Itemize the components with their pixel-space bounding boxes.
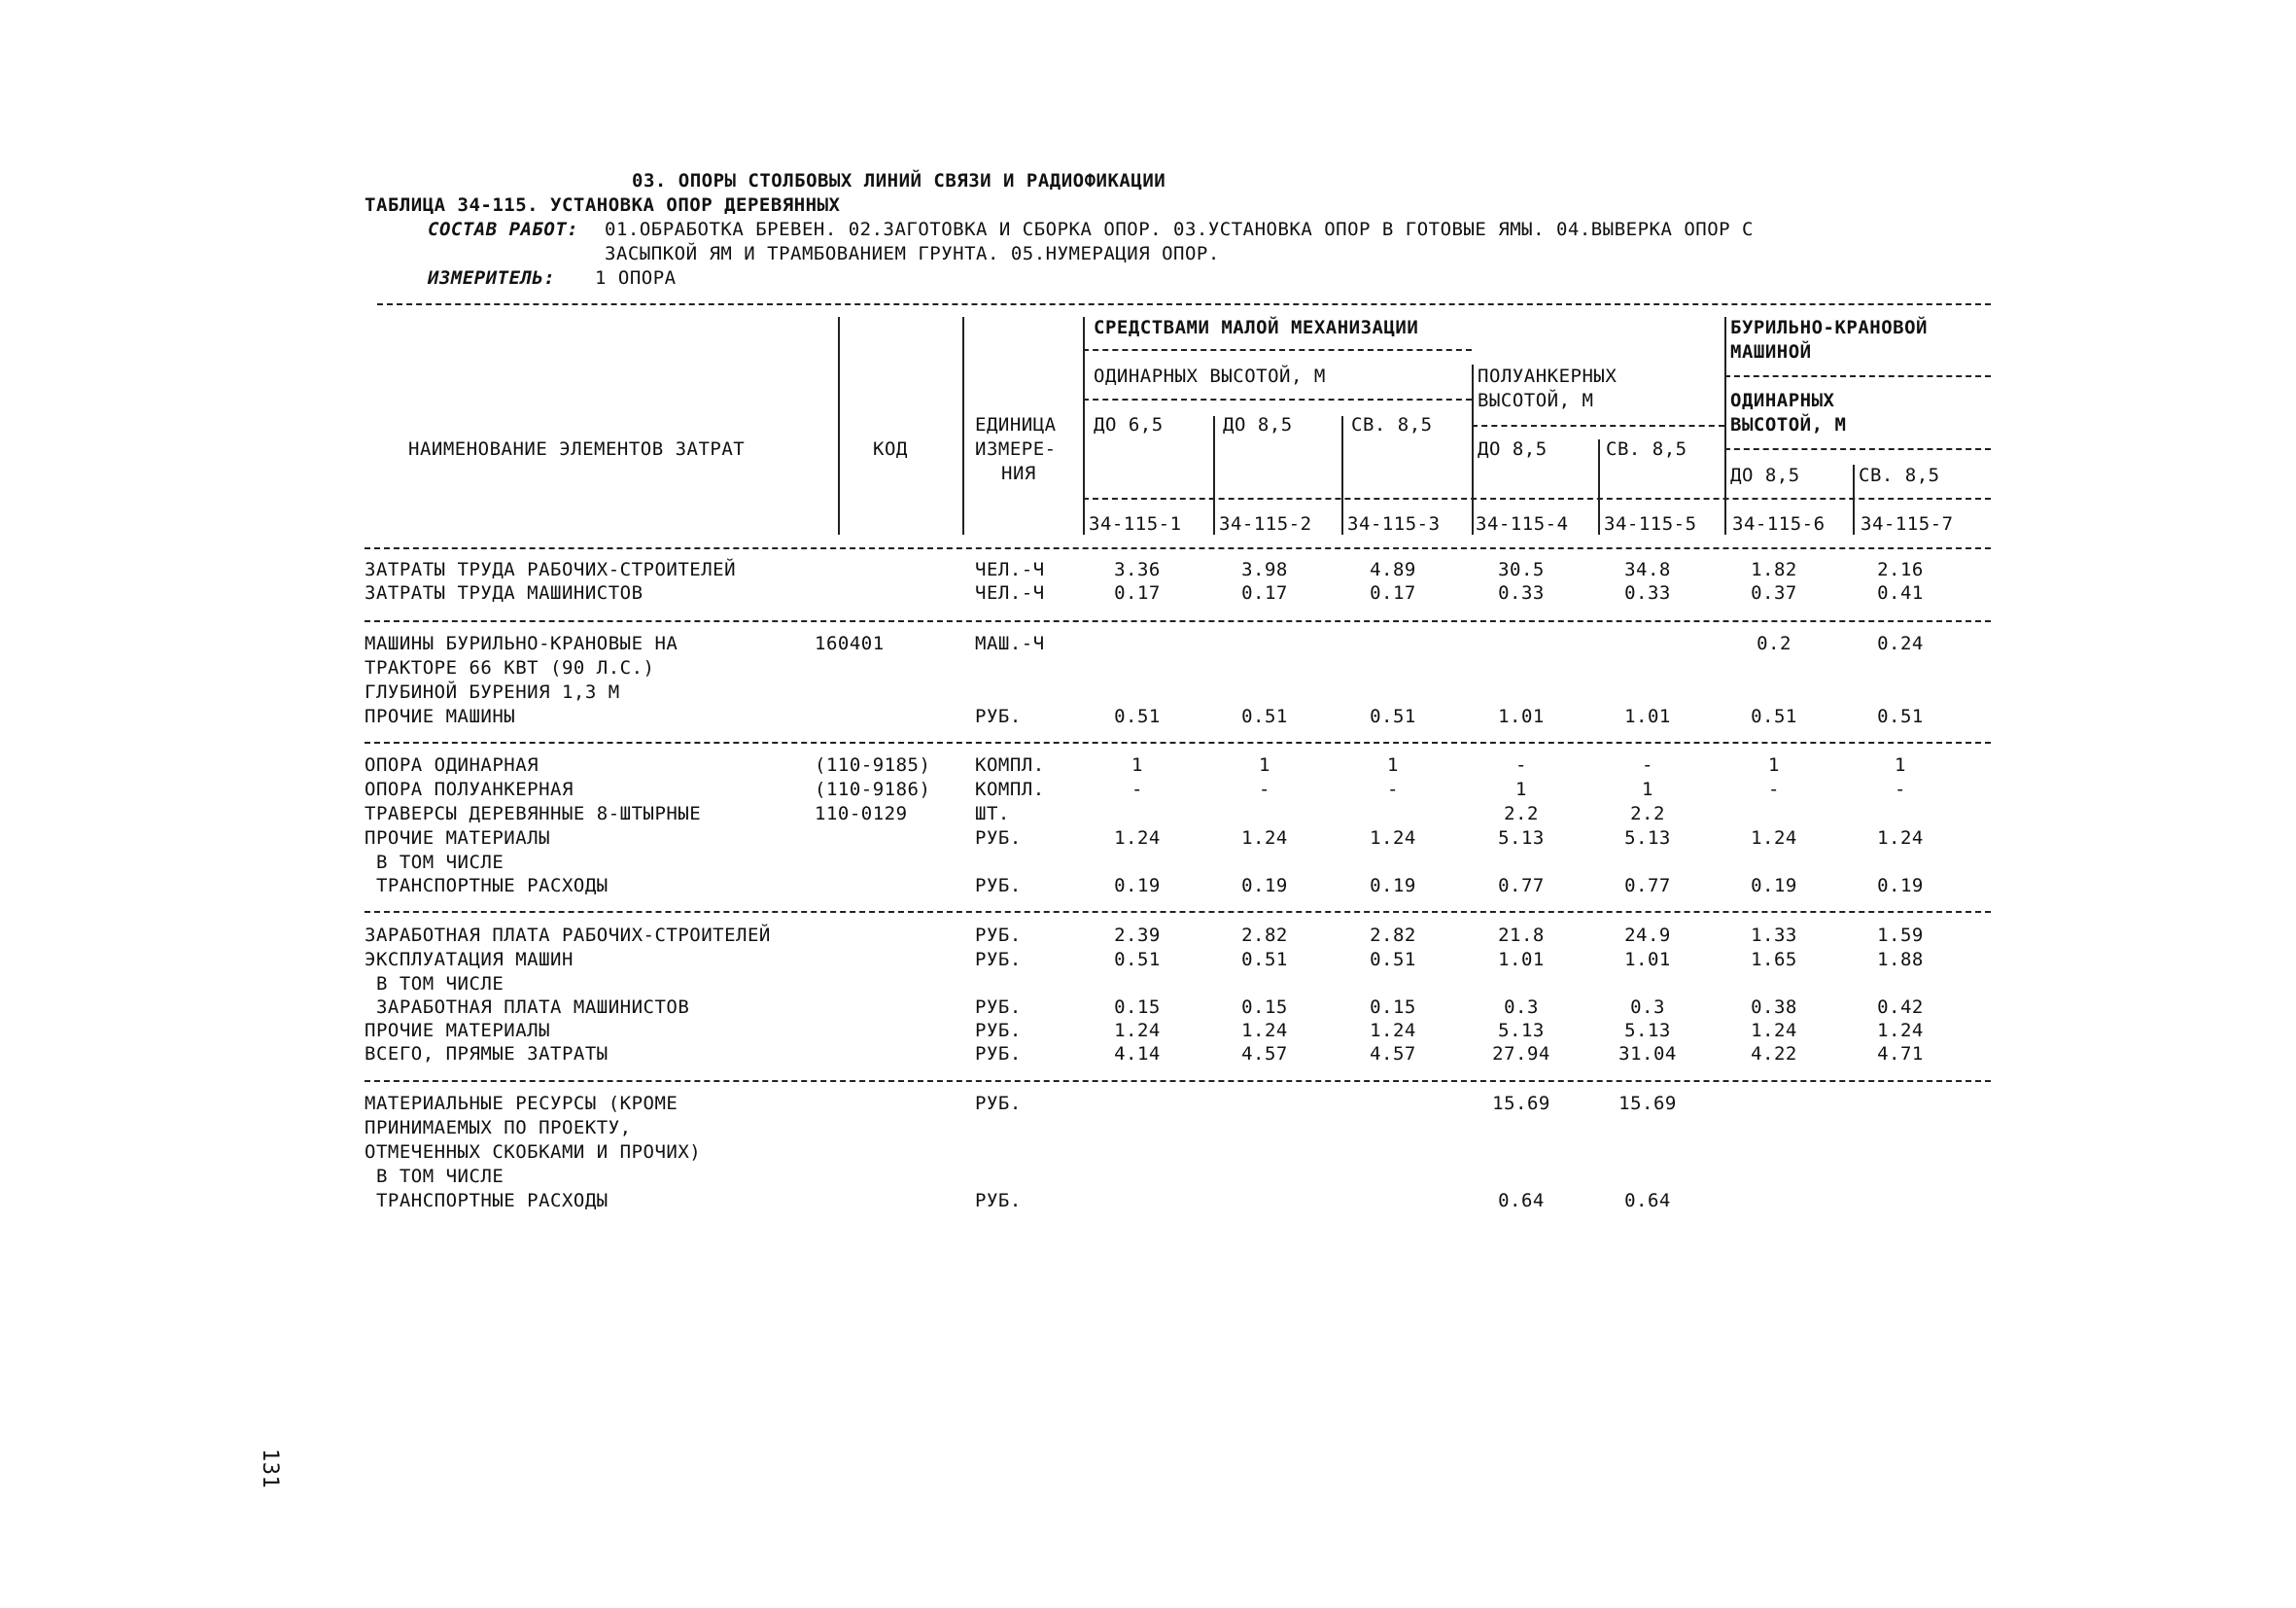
h6-label: ДО 8,5 <box>1730 465 1800 486</box>
row-value-6: 1.82 <box>1751 559 1797 580</box>
row-name: ПРИНИМАЕМЫХ ПО ПРОЕКТУ, <box>365 1117 632 1138</box>
rule-after-labor <box>365 620 1991 622</box>
row-code: (110-9185) <box>815 754 931 776</box>
row-value-2: 0.51 <box>1241 706 1288 727</box>
col-code-1: 34-115-1 <box>1089 513 1182 535</box>
rule-after-totals <box>365 1080 1991 1082</box>
vsep-name-code <box>838 317 840 535</box>
col-unit-header-3: НИЯ <box>1001 463 1036 484</box>
row-unit: РУБ. <box>975 1190 1022 1211</box>
h7-label: СВ. 8,5 <box>1859 465 1940 486</box>
row-value-1: 4.14 <box>1114 1043 1161 1065</box>
row-value-4: 27.94 <box>1492 1043 1550 1065</box>
group-crane-1: БУРИЛЬНО-КРАНОВОЙ <box>1730 317 1928 338</box>
row-value-7: - <box>1895 779 1906 800</box>
row-name: ТРАНСПОРТНЫЕ РАСХОДЫ <box>365 875 609 896</box>
row-value-5: 34.8 <box>1624 559 1671 580</box>
col-code-header: КОД <box>873 438 908 460</box>
row-value-5: 5.13 <box>1624 1020 1671 1041</box>
row-name: ПРОЧИЕ МАТЕРИАЛЫ <box>365 1020 551 1041</box>
vsep-h4-h5 <box>1598 439 1600 535</box>
row-value-4: - <box>1515 754 1527 776</box>
row-value-2: 0.15 <box>1241 996 1288 1018</box>
row-value-5: 1 <box>1642 779 1653 800</box>
col-code-5: 34-115-5 <box>1604 513 1697 535</box>
row-value-1: 1.24 <box>1114 1020 1161 1041</box>
row-value-4: 5.13 <box>1498 827 1545 849</box>
header-rule-1 <box>1083 349 1472 351</box>
row-name: ГЛУБИНОЙ БУРЕНИЯ 1,3 М <box>365 682 620 703</box>
row-name: ЗАТРАТЫ ТРУДА РАБОЧИХ-СТРОИТЕЛЕЙ <box>365 559 737 580</box>
h2-label: ДО 8,5 <box>1223 414 1293 436</box>
page-number: 131 <box>258 1449 282 1489</box>
row-name: ЗАТРАТЫ ТРУДА МАШИНИСТОВ <box>365 582 644 604</box>
row-value-4: 1 <box>1515 779 1527 800</box>
row-value-3: 0.17 <box>1370 582 1416 604</box>
row-value-4: 21.8 <box>1498 925 1545 946</box>
vsep-code-unit <box>962 317 964 535</box>
row-value-7: 0.24 <box>1877 633 1924 654</box>
row-unit: РУБ. <box>975 1093 1022 1114</box>
work-line-2: ЗАСЫПКОЙ ЯМ И ТРАМБОВАНИЕМ ГРУНТА. 05.НУМЕРАЦИЯ ОПОР. <box>605 243 1220 264</box>
row-name: ТРАВЕРСЫ ДЕРЕВЯННЫЕ 8-ШТЫРНЫЕ <box>365 803 702 824</box>
row-value-2: 0.17 <box>1241 582 1288 604</box>
col-code-2: 34-115-2 <box>1219 513 1312 535</box>
row-value-5: 0.64 <box>1624 1190 1671 1211</box>
row-value-7: 0.41 <box>1877 582 1924 604</box>
col-code-3: 34-115-3 <box>1347 513 1441 535</box>
row-value-7: 1 <box>1895 754 1906 776</box>
row-name: ОТМЕЧЕННЫХ СКОБКАМИ И ПРОЧИХ) <box>365 1141 702 1163</box>
h5-label: СВ. 8,5 <box>1606 438 1687 460</box>
row-value-4: 15.69 <box>1492 1093 1550 1114</box>
row-value-6: 1 <box>1768 754 1780 776</box>
row-value-7: 4.71 <box>1877 1043 1924 1065</box>
row-name: ОПОРА ОДИНАРНАЯ <box>365 754 539 776</box>
row-value-7: 1.59 <box>1877 925 1924 946</box>
row-unit: МАШ.-Ч <box>975 633 1045 654</box>
h1-label: ДО 6,5 <box>1094 414 1164 436</box>
semi-label-2: ВЫСОТОЙ, М <box>1478 390 1594 411</box>
row-value-1: 0.19 <box>1114 875 1161 896</box>
row-name: В ТОМ ЧИСЛЕ <box>365 973 504 995</box>
vsep-unit-data <box>1083 317 1085 535</box>
row-value-2: 4.57 <box>1241 1043 1288 1065</box>
row-value-3: 0.51 <box>1370 706 1416 727</box>
col-code-4: 34-115-4 <box>1476 513 1569 535</box>
semi-label-1: ПОЛУАНКЕРНЫХ <box>1478 366 1618 387</box>
row-name: ОПОРА ПОЛУАНКЕРНАЯ <box>365 779 574 800</box>
row-value-5: 2.2 <box>1630 803 1665 824</box>
row-value-3: - <box>1387 779 1399 800</box>
vsep-h2-h3 <box>1341 416 1343 535</box>
row-value-1: 0.51 <box>1114 706 1161 727</box>
crane-single-1: ОДИНАРНЫХ <box>1730 390 1835 411</box>
row-value-5: 0.33 <box>1624 582 1671 604</box>
row-value-6: 1.65 <box>1751 949 1797 970</box>
row-name: МАТЕРИАЛЬНЫЕ РЕСУРСЫ (КРОМЕ <box>365 1093 678 1114</box>
row-value-6: 0.2 <box>1757 633 1792 654</box>
work-line-1: 01.ОБРАБОТКА БРЕВЕН. 02.ЗАГОТОВКА И СБОРКА ОПОР. 03.УСТАНОВКА ОПОР В ГОТОВЫЕ ЯМЫ. 04.ВЫВЕРКА ОПОР С <box>605 219 1754 240</box>
row-value-3: 4.57 <box>1370 1043 1416 1065</box>
row-name: В ТОМ ЧИСЛЕ <box>365 1166 504 1187</box>
row-value-2: 0.19 <box>1241 875 1288 896</box>
col-name-header: НАИМЕНОВАНИЕ ЭЛЕМЕНТОВ ЗАТРАТ <box>408 438 746 460</box>
rule-after-header <box>365 547 1991 549</box>
vsep-h6-h7 <box>1853 465 1855 535</box>
row-value-4: 30.5 <box>1498 559 1545 580</box>
row-value-6: 1.24 <box>1751 1020 1797 1041</box>
row-value-7: 1.24 <box>1877 827 1924 849</box>
row-name: ТРАНСПОРТНЫЕ РАСХОДЫ <box>365 1190 609 1211</box>
row-value-2: 1 <box>1259 754 1270 776</box>
row-value-7: 1.88 <box>1877 949 1924 970</box>
meter-label: ИЗМЕРИТЕЛЬ: <box>428 267 556 289</box>
header-rule-4 <box>1472 425 1724 427</box>
row-value-4: 1.01 <box>1498 949 1545 970</box>
row-value-6: 4.22 <box>1751 1043 1797 1065</box>
row-value-5: 0.77 <box>1624 875 1671 896</box>
row-value-3: 2.82 <box>1370 925 1416 946</box>
row-unit: РУБ. <box>975 949 1022 970</box>
row-value-5: 5.13 <box>1624 827 1671 849</box>
row-value-3: 1.24 <box>1370 827 1416 849</box>
row-value-6: 1.24 <box>1751 827 1797 849</box>
row-value-3: 0.51 <box>1370 949 1416 970</box>
row-value-6: 0.51 <box>1751 706 1797 727</box>
h3-label: СВ. 8,5 <box>1351 414 1433 436</box>
single-heights-label: ОДИНАРНЫХ ВЫСОТОЙ, М <box>1094 366 1326 387</box>
col-unit-header-1: ЕДИНИЦА <box>975 414 1057 436</box>
row-value-6: 0.38 <box>1751 996 1797 1018</box>
table-title: ТАБЛИЦА 34-115. УСТАНОВКА ОПОР ДЕРЕВЯННЫХ <box>365 194 841 216</box>
header-rule-5 <box>1724 448 1991 450</box>
row-name: МАШИНЫ БУРИЛЬНО-КРАНОВЫЕ НА <box>365 633 678 654</box>
row-value-3: 0.19 <box>1370 875 1416 896</box>
section-title: 03. ОПОРЫ СТОЛБОВЫХ ЛИНИЙ СВЯЗИ И РАДИОФИКАЦИИ <box>632 170 1166 192</box>
row-value-1: - <box>1131 779 1143 800</box>
row-value-3: 1 <box>1387 754 1399 776</box>
row-value-5: 15.69 <box>1618 1093 1677 1114</box>
row-value-7: 0.51 <box>1877 706 1924 727</box>
row-unit: КОМПЛ. <box>975 779 1045 800</box>
row-value-7: 1.24 <box>1877 1020 1924 1041</box>
row-value-6: 0.19 <box>1751 875 1797 896</box>
header-rule-3 <box>1083 399 1472 401</box>
row-value-1: 0.15 <box>1114 996 1161 1018</box>
row-unit: РУБ. <box>975 827 1022 849</box>
row-value-7: 0.42 <box>1877 996 1924 1018</box>
row-name: ЗАРАБОТНАЯ ПЛАТА МАШИНИСТОВ <box>365 996 690 1018</box>
row-value-4: 0.33 <box>1498 582 1545 604</box>
row-value-4: 0.64 <box>1498 1190 1545 1211</box>
row-name: ТРАКТОРЕ 66 КВТ (90 Л.С.) <box>365 657 655 679</box>
row-value-4: 0.77 <box>1498 875 1545 896</box>
row-value-2: 1.24 <box>1241 827 1288 849</box>
row-value-5: 0.3 <box>1630 996 1665 1018</box>
row-unit: ЧЕЛ.-Ч <box>975 559 1045 580</box>
row-value-4: 1.01 <box>1498 706 1545 727</box>
row-value-6: 1.33 <box>1751 925 1797 946</box>
row-value-3: 1.24 <box>1370 1020 1416 1041</box>
row-value-2: 0.51 <box>1241 949 1288 970</box>
row-name: В ТОМ ЧИСЛЕ <box>365 852 504 873</box>
row-value-1: 1.24 <box>1114 827 1161 849</box>
row-value-5: 31.04 <box>1618 1043 1677 1065</box>
row-value-3: 0.15 <box>1370 996 1416 1018</box>
row-value-2: 3.98 <box>1241 559 1288 580</box>
row-unit: РУБ. <box>975 1043 1022 1065</box>
meter-value: 1 ОПОРА <box>595 267 677 289</box>
col-unit-header-2: ИЗМЕРЕ- <box>975 438 1057 460</box>
row-unit: РУБ. <box>975 875 1022 896</box>
row-value-1: 1 <box>1131 754 1143 776</box>
row-unit: КОМПЛ. <box>975 754 1045 776</box>
col-code-7: 34-115-7 <box>1861 513 1954 535</box>
h4-label: ДО 8,5 <box>1478 438 1548 460</box>
row-unit: ШТ. <box>975 803 1010 824</box>
row-value-4: 2.2 <box>1504 803 1539 824</box>
row-unit: РУБ. <box>975 706 1022 727</box>
row-value-1: 3.36 <box>1114 559 1161 580</box>
row-value-6: 0.37 <box>1751 582 1797 604</box>
vsep-h3-h4 <box>1472 365 1474 535</box>
vsep-h1-h2 <box>1213 416 1215 535</box>
row-value-5: 1.01 <box>1624 706 1671 727</box>
row-value-2: - <box>1259 779 1270 800</box>
group-small-mech: СРЕДСТВАМИ МАЛОЙ МЕХАНИЗАЦИИ <box>1094 317 1419 338</box>
row-name: ПРОЧИЕ МАТЕРИАЛЫ <box>365 827 551 849</box>
header-rule-2 <box>1724 375 1991 377</box>
table-top-rule <box>377 303 1991 305</box>
row-name: ЗАРАБОТНАЯ ПЛАТА РАБОЧИХ-СТРОИТЕЛЕЙ <box>365 925 771 946</box>
group-crane-2: МАШИНОЙ <box>1730 341 1812 363</box>
row-value-1: 2.39 <box>1114 925 1161 946</box>
row-value-2: 2.82 <box>1241 925 1288 946</box>
vsep-small-crane <box>1724 317 1726 535</box>
row-unit: РУБ. <box>975 1020 1022 1041</box>
row-value-7: 0.19 <box>1877 875 1924 896</box>
row-value-7: 2.16 <box>1877 559 1924 580</box>
row-code: 160401 <box>815 633 885 654</box>
work-label: СОСТАВ РАБОТ: <box>428 219 579 240</box>
crane-single-2: ВЫСОТОЙ, М <box>1730 414 1847 436</box>
row-code: 110-0129 <box>815 803 908 824</box>
row-name: ВСЕГО, ПРЯМЫЕ ЗАТРАТЫ <box>365 1043 609 1065</box>
row-value-2: 1.24 <box>1241 1020 1288 1041</box>
row-value-1: 0.51 <box>1114 949 1161 970</box>
row-value-3: 4.89 <box>1370 559 1416 580</box>
row-value-4: 0.3 <box>1504 996 1539 1018</box>
row-value-5: - <box>1642 754 1653 776</box>
row-unit: РУБ. <box>975 996 1022 1018</box>
row-value-5: 24.9 <box>1624 925 1671 946</box>
rule-after-machines <box>365 742 1991 744</box>
row-unit: ЧЕЛ.-Ч <box>975 582 1045 604</box>
row-value-5: 1.01 <box>1624 949 1671 970</box>
row-value-1: 0.17 <box>1114 582 1161 604</box>
row-name: ПРОЧИЕ МАШИНЫ <box>365 706 516 727</box>
row-code: (110-9186) <box>815 779 931 800</box>
rule-after-materials <box>365 911 1991 913</box>
row-unit: РУБ. <box>975 925 1022 946</box>
col-code-6: 34-115-6 <box>1732 513 1826 535</box>
row-value-4: 5.13 <box>1498 1020 1545 1041</box>
row-value-6: - <box>1768 779 1780 800</box>
row-name: ЭКСПЛУАТАЦИЯ МАШИН <box>365 949 574 970</box>
